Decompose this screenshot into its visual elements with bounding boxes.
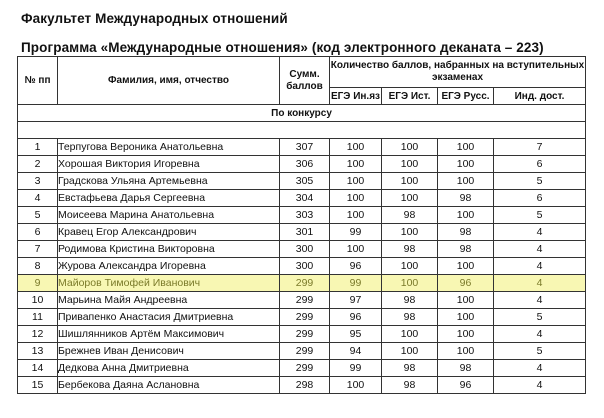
row-ege-foreign: 96 bbox=[330, 258, 382, 275]
row-individual: 5 bbox=[494, 173, 586, 190]
row-ege-history: 100 bbox=[382, 156, 438, 173]
faculty-title: Факультет Международных отношений bbox=[21, 11, 288, 26]
row-number: 15 bbox=[18, 377, 58, 394]
row-ege-russian: 100 bbox=[438, 326, 494, 343]
row-number: 1 bbox=[18, 139, 58, 156]
row-full-name: Терпугова Вероника Анатольевна bbox=[58, 139, 280, 156]
row-ege-history: 98 bbox=[382, 292, 438, 309]
row-total-score: 299 bbox=[280, 326, 330, 343]
table-row bbox=[18, 292, 586, 309]
row-individual: 4 bbox=[494, 326, 586, 343]
row-number: 8 bbox=[18, 258, 58, 275]
row-ege-foreign: 99 bbox=[330, 224, 382, 241]
row-ege-russian: 100 bbox=[438, 207, 494, 224]
row-individual: 4 bbox=[494, 224, 586, 241]
table-row bbox=[18, 156, 586, 173]
row-total-score: 305 bbox=[280, 173, 330, 190]
table-row bbox=[18, 309, 586, 326]
row-ege-foreign: 100 bbox=[330, 207, 382, 224]
row-ege-foreign: 100 bbox=[330, 241, 382, 258]
row-full-name: Евстафьева Дарья Сергеевна bbox=[58, 190, 280, 207]
row-total-score: 299 bbox=[280, 275, 330, 292]
row-full-name: Марьина Майя Андреевна bbox=[58, 292, 280, 309]
header-row-top bbox=[18, 57, 586, 88]
row-individual: 4 bbox=[494, 360, 586, 377]
row-total-score: 306 bbox=[280, 156, 330, 173]
table-row bbox=[18, 343, 586, 360]
row-ege-russian: 98 bbox=[438, 241, 494, 258]
row-full-name: Брежнев Иван Денисович bbox=[58, 343, 280, 360]
row-number: 9 bbox=[18, 275, 58, 292]
header-sum: Сумм. баллов bbox=[280, 57, 330, 105]
table-row bbox=[18, 360, 586, 377]
row-individual: 4 bbox=[494, 292, 586, 309]
table-row bbox=[18, 326, 586, 343]
row-ege-history: 100 bbox=[382, 275, 438, 292]
row-ege-history: 98 bbox=[382, 241, 438, 258]
row-ege-russian: 96 bbox=[438, 377, 494, 394]
row-ege-history: 100 bbox=[382, 258, 438, 275]
row-ege-history: 98 bbox=[382, 360, 438, 377]
row-individual: 5 bbox=[494, 207, 586, 224]
table-row bbox=[18, 275, 586, 292]
row-ege-foreign: 100 bbox=[330, 173, 382, 190]
section-row bbox=[18, 105, 586, 122]
header-individual: Инд. дост. bbox=[494, 88, 586, 105]
row-total-score: 301 bbox=[280, 224, 330, 241]
row-total-score: 299 bbox=[280, 309, 330, 326]
row-number: 6 bbox=[18, 224, 58, 241]
table-row bbox=[18, 377, 586, 394]
row-full-name: Бербекова Даяна Аслановна bbox=[58, 377, 280, 394]
header-exams-group: Количество баллов, набранных на вступительных экзаменах bbox=[330, 57, 586, 88]
row-full-name: Кравец Егор Александрович bbox=[58, 224, 280, 241]
program-title: Программа «Международные отношения» (код электронного деканата – 223) bbox=[21, 40, 544, 55]
row-number: 2 bbox=[18, 156, 58, 173]
row-number: 4 bbox=[18, 190, 58, 207]
row-individual: 4 bbox=[494, 241, 586, 258]
results-body bbox=[18, 105, 586, 394]
row-total-score: 304 bbox=[280, 190, 330, 207]
table-row bbox=[18, 258, 586, 275]
row-individual: 5 bbox=[494, 309, 586, 326]
row-full-name: Дедкова Анна Дмитриевна bbox=[58, 360, 280, 377]
row-ege-history: 98 bbox=[382, 309, 438, 326]
row-full-name: Родимова Кристина Викторовна bbox=[58, 241, 280, 258]
row-total-score: 299 bbox=[280, 360, 330, 377]
row-full-name: Шишлянников Артём Максимович bbox=[58, 326, 280, 343]
row-individual: 4 bbox=[494, 275, 586, 292]
row-ege-foreign: 100 bbox=[330, 139, 382, 156]
row-number: 13 bbox=[18, 343, 58, 360]
spacer-row bbox=[18, 122, 586, 139]
row-ege-foreign: 100 bbox=[330, 156, 382, 173]
row-number: 7 bbox=[18, 241, 58, 258]
row-ege-russian: 98 bbox=[438, 190, 494, 207]
row-ege-history: 98 bbox=[382, 207, 438, 224]
header-name: Фамилия, имя, отчество bbox=[58, 57, 280, 105]
row-ege-russian: 100 bbox=[438, 309, 494, 326]
header-ege-foreign: ЕГЭ Ин.яз bbox=[330, 88, 382, 105]
table-row bbox=[18, 241, 586, 258]
row-ege-foreign: 96 bbox=[330, 309, 382, 326]
row-ege-history: 100 bbox=[382, 173, 438, 190]
row-full-name: Градскова Ульяна Артемьевна bbox=[58, 173, 280, 190]
table-row bbox=[18, 173, 586, 190]
header-ege-history: ЕГЭ Ист. bbox=[382, 88, 438, 105]
spacer-cell bbox=[18, 122, 586, 139]
row-ege-history: 100 bbox=[382, 190, 438, 207]
row-full-name: Привапенко Анастасия Дмитриевна bbox=[58, 309, 280, 326]
row-ege-foreign: 95 bbox=[330, 326, 382, 343]
row-number: 14 bbox=[18, 360, 58, 377]
section-label: По конкурсу bbox=[18, 105, 586, 122]
row-ege-russian: 100 bbox=[438, 258, 494, 275]
row-individual: 4 bbox=[494, 377, 586, 394]
table-row bbox=[18, 139, 586, 156]
results-table bbox=[17, 56, 586, 394]
row-ege-russian: 100 bbox=[438, 173, 494, 190]
row-number: 10 bbox=[18, 292, 58, 309]
table-row bbox=[18, 207, 586, 224]
row-ege-foreign: 97 bbox=[330, 292, 382, 309]
row-ege-foreign: 94 bbox=[330, 343, 382, 360]
row-ege-russian: 100 bbox=[438, 139, 494, 156]
row-full-name: Майоров Тимофей Иванович bbox=[58, 275, 280, 292]
row-ege-russian: 100 bbox=[438, 343, 494, 360]
row-number: 11 bbox=[18, 309, 58, 326]
row-ege-foreign: 100 bbox=[330, 190, 382, 207]
row-ege-russian: 98 bbox=[438, 224, 494, 241]
row-ege-history: 100 bbox=[382, 139, 438, 156]
table-row bbox=[18, 190, 586, 207]
row-ege-history: 98 bbox=[382, 377, 438, 394]
row-ege-history: 100 bbox=[382, 326, 438, 343]
row-full-name: Журова Александра Игоревна bbox=[58, 258, 280, 275]
row-ege-russian: 98 bbox=[438, 360, 494, 377]
row-ege-foreign: 99 bbox=[330, 275, 382, 292]
row-total-score: 298 bbox=[280, 377, 330, 394]
row-individual: 7 bbox=[494, 139, 586, 156]
row-ege-russian: 96 bbox=[438, 275, 494, 292]
row-number: 5 bbox=[18, 207, 58, 224]
row-individual: 6 bbox=[494, 156, 586, 173]
row-ege-history: 100 bbox=[382, 224, 438, 241]
row-ege-russian: 100 bbox=[438, 292, 494, 309]
row-full-name: Хорошая Виктория Игоревна bbox=[58, 156, 280, 173]
table-row bbox=[18, 224, 586, 241]
row-number: 3 bbox=[18, 173, 58, 190]
row-total-score: 299 bbox=[280, 292, 330, 309]
row-total-score: 300 bbox=[280, 258, 330, 275]
row-individual: 6 bbox=[494, 190, 586, 207]
row-ege-foreign: 99 bbox=[330, 360, 382, 377]
row-individual: 4 bbox=[494, 258, 586, 275]
row-ege-foreign: 100 bbox=[330, 377, 382, 394]
row-total-score: 307 bbox=[280, 139, 330, 156]
row-total-score: 303 bbox=[280, 207, 330, 224]
row-individual: 5 bbox=[494, 343, 586, 360]
row-ege-russian: 100 bbox=[438, 156, 494, 173]
header-ege-russian: ЕГЭ Русс. bbox=[438, 88, 494, 105]
row-ege-history: 100 bbox=[382, 343, 438, 360]
header-num: № пп bbox=[18, 57, 58, 105]
row-total-score: 300 bbox=[280, 241, 330, 258]
row-total-score: 299 bbox=[280, 343, 330, 360]
row-number: 12 bbox=[18, 326, 58, 343]
row-full-name: Моисеева Марина Анатольевна bbox=[58, 207, 280, 224]
